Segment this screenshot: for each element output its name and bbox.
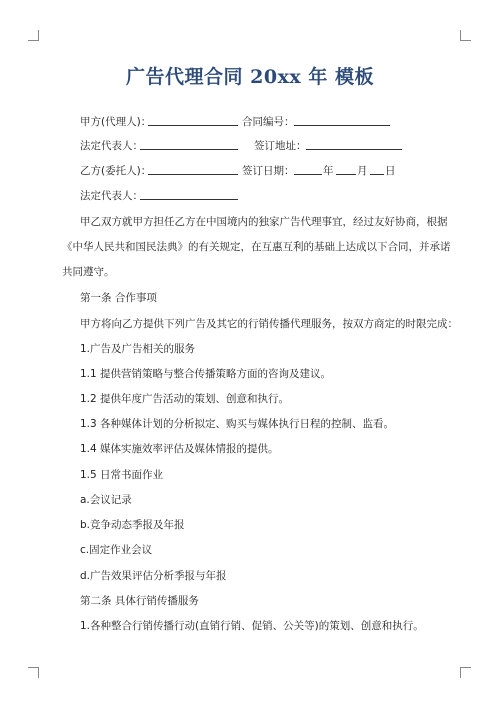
crop-mark-top-right bbox=[460, 30, 471, 41]
sub-item-b: b.竞争动态季报及年报 bbox=[80, 519, 185, 531]
sign-place-blank[interactable] bbox=[306, 139, 402, 150]
sign-place-label: 签订地址： bbox=[254, 140, 307, 152]
clause-1-intro: 甲方将向乙方提供下列广告及其它的行销传播代理服务，按双方商定的时限完成： bbox=[80, 318, 458, 330]
section-1-heading: 1.广告及广告相关的服务 bbox=[80, 343, 196, 355]
clause-1-heading: 第一条 合作事项 bbox=[80, 292, 157, 304]
intro-line-2: 《中华人民共和国民法典》的有关规定，在互惠互利的基础上达成以下合同，并承诺 bbox=[62, 241, 451, 253]
contract-no-label: 合同编号： bbox=[242, 116, 295, 128]
legal-rep-a-label: 法定代表人： bbox=[80, 140, 143, 152]
date-year-label: 年 bbox=[323, 165, 334, 177]
document-title: 广告代理合同 20xx 年 模板 bbox=[126, 66, 374, 88]
date-day-label: 日 bbox=[385, 165, 396, 177]
crop-mark-bottom-right bbox=[460, 667, 471, 678]
item-1-4: 1.4 媒体实施效率评估及媒体情报的提供。 bbox=[80, 443, 279, 455]
intro-line-3: 共同遵守。 bbox=[62, 266, 115, 278]
party-b-blank[interactable] bbox=[148, 164, 238, 175]
sub-item-d: d.广告效果评估分析季报与年报 bbox=[80, 570, 227, 582]
crop-mark-top-left bbox=[28, 30, 39, 41]
sub-item-c: c.固定作业会议 bbox=[80, 544, 153, 556]
item-1-5: 1.5 日常书面作业 bbox=[80, 469, 164, 481]
clause-2-item-1: 1.各种整合行销传播行动(直销行销、促销、公关等)的策划、创意和执行。 bbox=[80, 620, 424, 632]
contract-no-blank[interactable] bbox=[294, 115, 390, 126]
date-month-label: 月 bbox=[357, 165, 368, 177]
party-a-label: 甲方(代理人)： bbox=[80, 116, 152, 128]
date-month-blank[interactable] bbox=[336, 164, 356, 175]
legal-rep-b-blank[interactable] bbox=[140, 189, 238, 200]
intro-line-1: 甲乙双方就甲方担任乙方在中国境内的独家广告代理事宜，经过友好协商，根据 bbox=[80, 216, 448, 228]
party-b-label: 乙方(委托人)： bbox=[80, 165, 152, 177]
sign-date-label: 签订日期： bbox=[242, 165, 295, 177]
item-1-3: 1.3 各种媒体计划的分析拟定、购买与媒体执行日程的控制、监看。 bbox=[80, 418, 395, 430]
legal-rep-a-blank[interactable] bbox=[140, 139, 238, 150]
clause-2-heading: 第二条 具体行销传播服务 bbox=[80, 595, 199, 607]
item-1-1: 1.1 提供营销策略与整合传播策略方面的咨询及建议。 bbox=[80, 368, 332, 380]
legal-rep-b-label: 法定代表人： bbox=[80, 190, 143, 202]
date-year-blank[interactable] bbox=[294, 164, 322, 175]
party-a-blank[interactable] bbox=[148, 115, 238, 126]
date-day-blank[interactable] bbox=[370, 164, 384, 175]
sub-item-a: a.会议记录 bbox=[80, 494, 132, 506]
item-1-2: 1.2 提供年度广告活动的策划、创意和执行。 bbox=[80, 393, 290, 405]
crop-mark-bottom-left bbox=[28, 667, 39, 678]
